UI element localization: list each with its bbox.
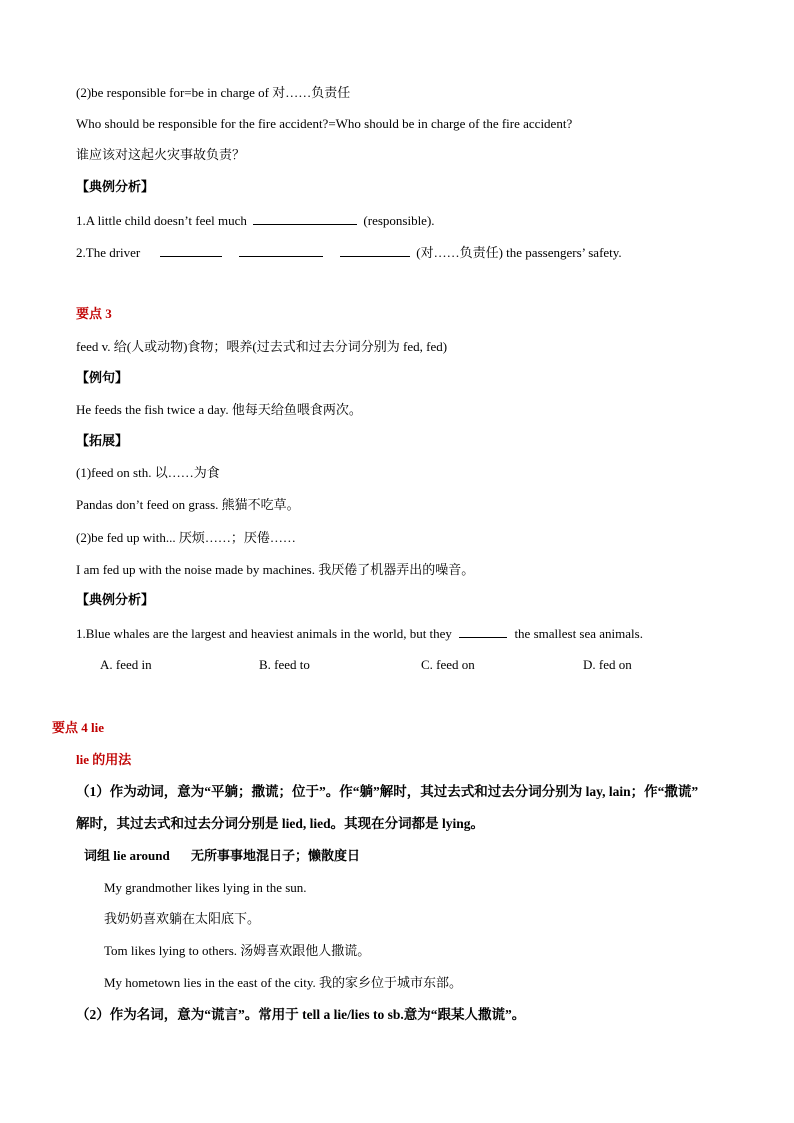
section-heading: 【典例分析】 (76, 592, 155, 607)
option-d[interactable]: D. fed on (583, 657, 632, 672)
example-sentence: Who should be responsible for the fire accident?=Who should be in charge of the fire accident? (76, 116, 573, 131)
example-translation: 我奶奶喜欢躺在太阳底下。 (104, 911, 261, 926)
question-hint: (对……负责任) the passengers’ safety. (416, 245, 622, 260)
example-sentence: He feeds the fish twice a day. 他每天给鱼喂食两次。 (76, 402, 362, 417)
question-text: 1.A little child doesn’t feel much (76, 213, 247, 228)
example-sentence: Pandas don’t feed on grass. 熊猫不吃草。 (76, 497, 300, 512)
example-sentence: My grandmother likes lying in the sun. (104, 880, 307, 895)
section-heading: 【典例分析】 (76, 179, 155, 194)
usage-paragraph: （1）作为动词，意为“平躺；撒谎；位于”。作“躺”解时，其过去式和过去分词分别为 lay, lain；作“撒谎” (76, 784, 699, 799)
answer-blank[interactable] (340, 244, 410, 257)
option-c[interactable]: C. feed on (421, 657, 475, 672)
option-a[interactable]: A. feed in (100, 657, 152, 672)
usage-paragraph: 解时，其过去式和过去分词分别是 lied, lied。其现在分词都是 lying。 (76, 816, 485, 831)
answer-blank[interactable] (160, 244, 222, 257)
point-title: 要点 4 lie (52, 720, 104, 735)
example-sentence: I am fed up with the noise made by machines. 我厌倦了机器弄出的噪音。 (76, 562, 475, 577)
phrase-label: 词组 lie around (84, 848, 170, 863)
phrase-meaning: 无所事事地混日子；懒散度日 (190, 848, 360, 863)
word-definition: feed v. 给(人或动物)食物；喂养(过去式和过去分词分别为 fed, fed) (76, 339, 448, 354)
answer-blank[interactable] (253, 212, 357, 225)
exercise-question (76, 625, 643, 642)
phrase-line: (1)feed on sth. 以……为食 (76, 465, 220, 480)
point-title: 要点 3 (76, 306, 112, 321)
phrase-line: (2)be responsible for=be in charge of 对……负责任 (76, 85, 351, 100)
exercise-question (76, 244, 622, 261)
point-subtitle: lie 的用法 (76, 752, 132, 767)
section-heading: 【例句】 (76, 370, 129, 385)
question-text: 2.The driver (76, 245, 141, 260)
exercise-question (76, 212, 435, 229)
answer-blank[interactable] (239, 244, 323, 257)
question-text: 1.Blue whales are the largest and heaviest animals in the world, but they (76, 626, 452, 641)
section-heading: 【拓展】 (76, 433, 129, 448)
question-hint: (responsible). (363, 213, 435, 228)
option-b[interactable]: B. feed to (259, 657, 310, 672)
phrase-line (84, 848, 360, 864)
example-sentence: My hometown lies in the east of the city. 我的家乡位于城市东部。 (104, 975, 463, 990)
example-sentence: Tom likes lying to others. 汤姆喜欢跟他人撒谎。 (104, 943, 371, 958)
answer-blank[interactable] (459, 625, 507, 638)
example-translation: 谁应该对这起火灾事故负责？ (76, 147, 246, 162)
usage-paragraph: （2）作为名词，意为“谎言”。常用于 tell a lie/lies to sb.意为“跟某人撒谎”。 (76, 1007, 526, 1022)
phrase-line: (2)be fed up with... 厌烦……；厌倦…… (76, 530, 296, 545)
question-text: the smallest sea animals. (514, 626, 643, 641)
